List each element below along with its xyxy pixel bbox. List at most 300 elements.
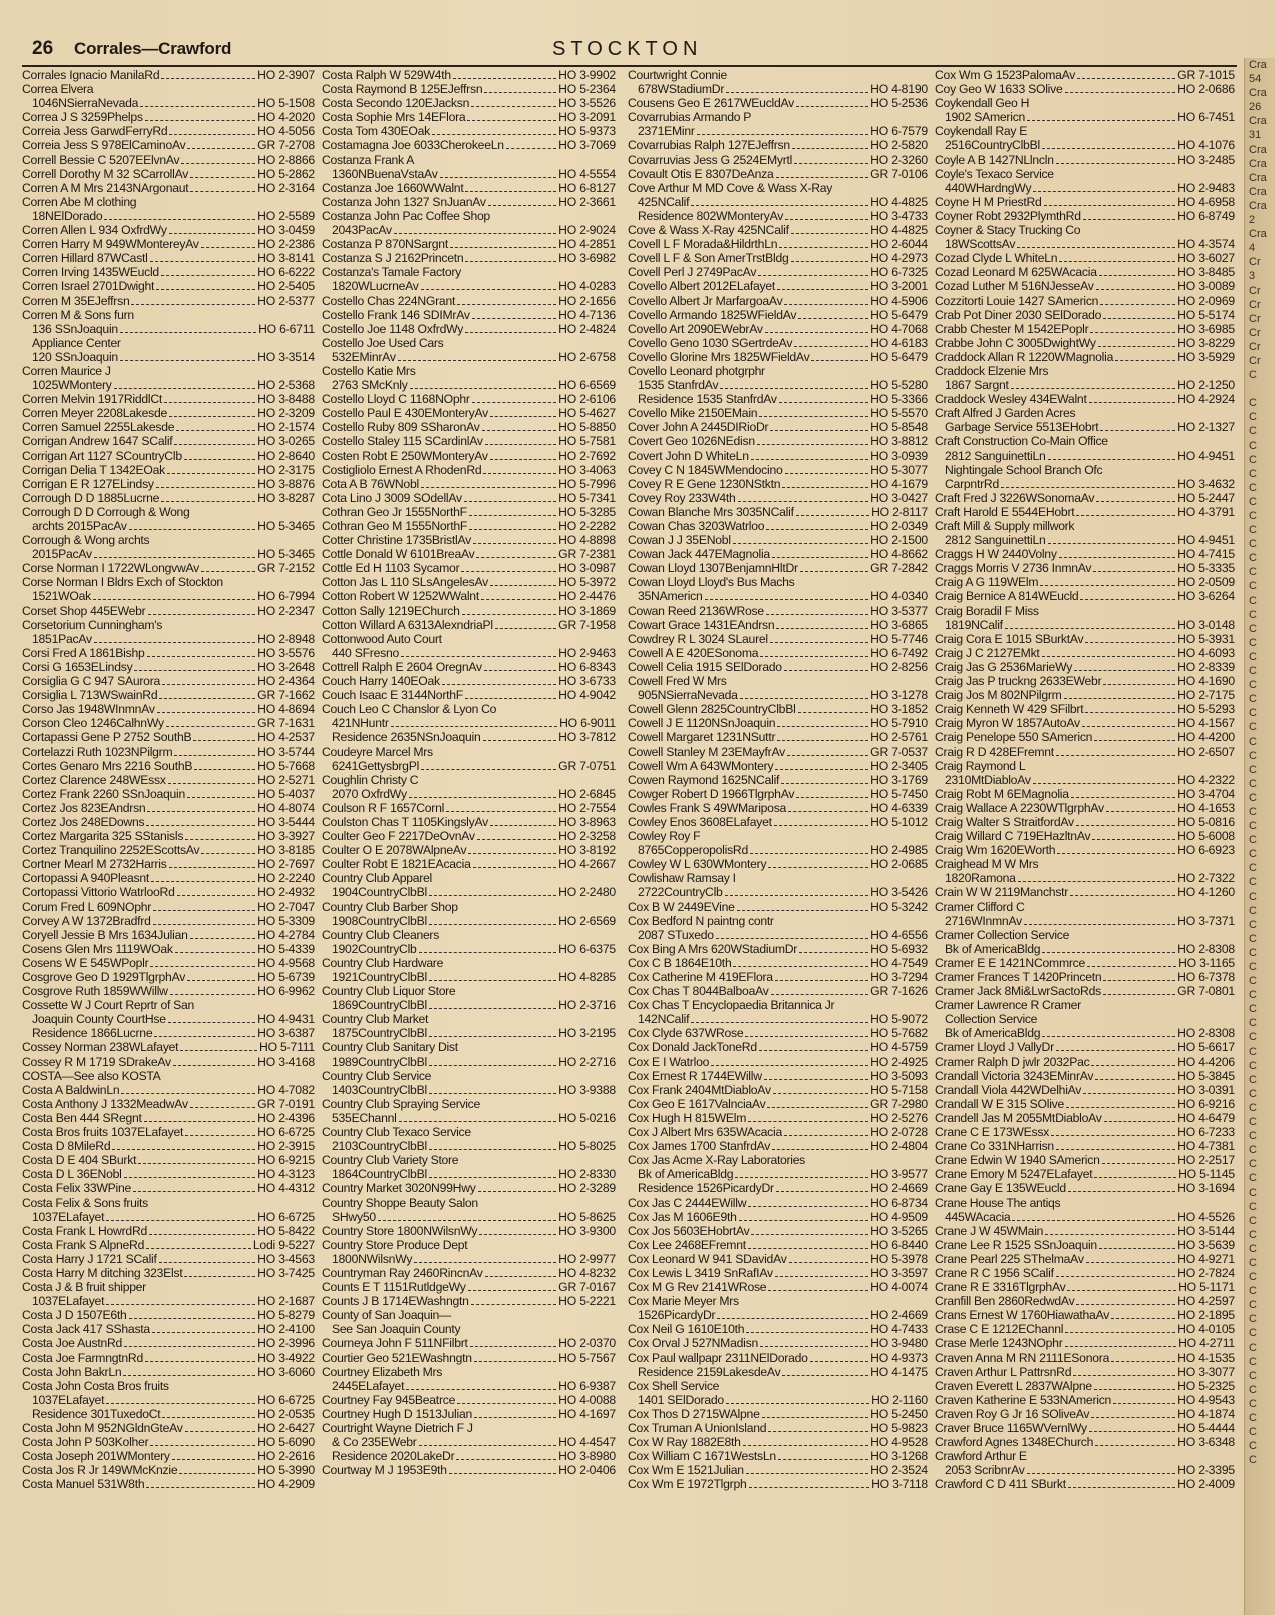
listing-name: 2722CountryClb — [638, 885, 723, 900]
leader-dashes — [798, 318, 868, 319]
listing-name: Costa Harry M ditching 323Elst — [22, 1265, 183, 1280]
edge-fragment: C — [1249, 1186, 1257, 1199]
leader-dashes — [429, 1036, 556, 1037]
listing-entry — [628, 1224, 928, 1238]
listing-entry — [22, 308, 315, 322]
listing-name: Country Club Market — [322, 1012, 429, 1027]
leader-dashes — [154, 1036, 255, 1037]
leader-dashes — [153, 910, 255, 911]
listing-entry — [322, 491, 616, 505]
phone-number: HO 2-0509 — [1177, 575, 1235, 590]
phone-number: HO 3-8229 — [1177, 335, 1235, 350]
phone-number: HO 4-7381 — [1177, 1139, 1235, 1154]
listing-name: Coyle's Texaco Service — [935, 166, 1054, 181]
listing-entry — [322, 449, 616, 463]
phone-number: HO 3-1769 — [870, 772, 928, 787]
leader-dashes — [1083, 219, 1175, 220]
phone-number: HO 4-9451 — [1177, 448, 1235, 463]
leader-dashes — [789, 1262, 869, 1263]
phone-number: HO 3-9480 — [870, 1336, 928, 1351]
phone-number: HO 3-3514 — [257, 349, 315, 364]
listing-name: Costa D 8MileRd — [22, 1139, 111, 1154]
listing-entry — [22, 181, 315, 195]
phone-number: HO 4-5906 — [870, 293, 928, 308]
listing-entry — [22, 589, 315, 603]
leader-dashes — [156, 289, 255, 290]
listing-name: Covello Albert Jr MarfargoaAv — [628, 293, 783, 308]
listing-entry — [322, 1210, 616, 1224]
listing-name: Counts J B 1714EWashngtn — [322, 1294, 469, 1309]
listing-entry — [322, 138, 616, 152]
phone-number: HO 3-7118 — [871, 1477, 928, 1492]
leader-dashes — [167, 473, 255, 474]
leader-dashes — [1074, 670, 1175, 671]
listing-entry — [935, 1294, 1235, 1308]
phone-number: HO 2-3395 — [1177, 1463, 1235, 1478]
phone-number: HO 3-8141 — [257, 251, 315, 266]
phone-number: HO 3-4063 — [558, 462, 616, 477]
leader-dashes — [782, 1375, 868, 1376]
listing-entry — [935, 759, 1235, 773]
listing-entry — [22, 674, 315, 688]
leader-dashes — [465, 698, 556, 699]
phone-number: HO 4-4825 — [870, 223, 928, 238]
leader-dashes — [159, 1262, 256, 1263]
leader-dashes — [1068, 1191, 1175, 1192]
listing-name: 18WScottsAv — [945, 237, 1016, 252]
listing-name: Corren M 35EJeffrsn — [22, 293, 130, 308]
listing-entry — [935, 646, 1235, 660]
listing-entry — [322, 815, 616, 829]
phone-number: HO 2-1327 — [1177, 420, 1235, 435]
listing-name: Cowan J J 35ENobl — [628, 533, 731, 548]
leader-dashes — [1059, 261, 1175, 262]
listing-entry — [22, 251, 315, 265]
edge-fragment: C — [1249, 862, 1257, 875]
phone-number: HO 6-7492 — [870, 645, 928, 660]
phone-number: HO 4-1475 — [870, 1364, 928, 1379]
leader-dashes — [796, 106, 868, 107]
listing-entry — [935, 505, 1235, 519]
listing-name: 2371EMinr — [638, 124, 695, 139]
listing-name: Craig Jos M 802NPilgrm — [935, 688, 1062, 703]
listing-name: Residence 1526PicardyDr — [638, 1181, 774, 1196]
phone-number: HO 4-7549 — [870, 955, 928, 970]
listing-name: Crane C E 173WEssx — [935, 1125, 1050, 1140]
listing-name: Cozad Leonard M 625WAcacia — [935, 265, 1097, 280]
leader-dashes — [410, 388, 557, 389]
leader-dashes — [201, 571, 255, 572]
leader-dashes — [768, 1290, 868, 1291]
listing-entry — [322, 871, 616, 885]
phone-number: HO 3-0148 — [1177, 617, 1235, 632]
listing-entry — [628, 1294, 928, 1308]
listing-entry — [22, 1294, 315, 1308]
leader-dashes — [705, 599, 869, 600]
phone-number: HO 5-3465 — [257, 547, 315, 562]
listing-name: Covello Leonard photgrphr — [628, 363, 765, 378]
listing-entry — [322, 420, 616, 434]
listing-entry — [935, 1097, 1235, 1111]
listing-name: Cox M G Rev 2141WRose — [628, 1280, 767, 1295]
listing-name: Craig Jas G 2536MarieWy — [935, 659, 1073, 674]
listing-entry — [935, 138, 1235, 152]
leader-dashes — [788, 811, 868, 812]
listing-entry — [22, 914, 315, 928]
listing-entry — [22, 1125, 315, 1139]
leader-dashes — [421, 769, 556, 770]
listing-entry — [628, 829, 928, 843]
listing-entry — [935, 1238, 1235, 1252]
phone-number: HO 3-8287 — [257, 490, 315, 505]
phone-number: HO 2-8640 — [257, 448, 315, 463]
listing-name: Cosgrove Ruth 1859WWillw — [22, 984, 168, 999]
listing-column-4 — [935, 68, 1235, 1491]
leader-dashes — [421, 289, 557, 290]
listing-name: Country Market 3020N99Hwy — [322, 1181, 476, 1196]
phone-number: HO 4-9543 — [1177, 1392, 1235, 1407]
leader-dashes — [468, 1290, 557, 1291]
listing-entry — [628, 956, 928, 970]
listing-entry — [22, 1252, 315, 1266]
phone-number: HO 2-9463 — [558, 645, 616, 660]
edge-fragment — [1245, 382, 1275, 396]
leader-dashes — [474, 1417, 556, 1418]
leader-dashes — [1096, 501, 1175, 502]
listing-entry — [22, 138, 315, 152]
listing-name: Cowell Margaret 1231NSuttr — [628, 730, 776, 745]
leader-dashes — [725, 895, 869, 896]
listing-name: Corvey A W 1372Bradfrd — [22, 913, 151, 928]
leader-dashes — [773, 1093, 868, 1094]
leader-dashes — [1113, 1403, 1175, 1404]
listing-entry — [628, 1449, 928, 1463]
listing-name: Costanza John 1327 SnJuanAv — [322, 194, 486, 209]
listing-entry — [628, 815, 928, 829]
listing-name: Countryman Ray 2460RincnAv — [322, 1265, 483, 1280]
listing-name: Cowley Roy F — [628, 829, 701, 844]
phone-number: HO 4-9271 — [1177, 1251, 1235, 1266]
phone-number: HO 3-1694 — [1177, 1181, 1235, 1196]
listing-entry — [22, 928, 315, 942]
listing-entry — [628, 364, 928, 378]
edge-fragment: C — [1249, 805, 1257, 818]
phone-number: HO 5-6479 — [870, 349, 928, 364]
listing-name: Cox James 1700 StanfrdAv — [628, 1139, 771, 1154]
leader-dashes — [1085, 712, 1175, 713]
listing-name: Garbage Service 5513EHobrt — [945, 420, 1099, 435]
listing-entry — [322, 364, 616, 378]
leader-dashes — [462, 614, 557, 615]
phone-number: HO 4-8232 — [558, 1265, 616, 1280]
phone-number: HO 2-8330 — [558, 1167, 616, 1182]
listing-name: Covarrubias Ralph 127EJeffrsn — [628, 138, 790, 153]
listing-entry — [22, 956, 315, 970]
phone-number: HO 2-3996 — [257, 1336, 315, 1351]
phone-number: HO 4-7433 — [870, 1322, 928, 1337]
listing-name: 1037ELafayet — [32, 1209, 105, 1224]
listing-name: Corse Norman I Bldrs Exch of Stockton — [22, 575, 223, 590]
leader-dashes — [739, 1220, 869, 1221]
listing-entry — [22, 984, 315, 998]
listing-name: Cortez Tranquilino 2252EScottsAv — [22, 843, 200, 858]
listing-name: 2812 SanguinettiLn — [945, 448, 1046, 463]
listing-entry — [322, 1421, 616, 1435]
listing-entry — [628, 928, 928, 942]
listing-entry — [322, 322, 616, 336]
listing-name: Cox Orval J 527NMadisn — [628, 1336, 758, 1351]
listing-name: Cowan Reed 2136WRose — [628, 603, 764, 618]
listing-name: Costamagna Joe 6033CherokeeLn — [322, 138, 504, 153]
listing-name: Cossey Norman 238WLafayet — [22, 1040, 179, 1055]
phone-number: HO 2-3716 — [558, 998, 616, 1013]
listing-name: Cox Jas Acme X-Ray Laboratories — [628, 1153, 805, 1168]
listing-entry — [22, 885, 315, 899]
listing-name: Country Club Barber Shop — [322, 899, 458, 914]
phone-number: HO 4-3574 — [1177, 237, 1235, 252]
listing-entry — [935, 124, 1235, 138]
leader-dashes — [697, 134, 868, 135]
edge-fragment: 4 — [1249, 242, 1256, 255]
leader-dashes — [391, 726, 557, 727]
phone-number: HO 2-4364 — [257, 674, 315, 689]
leader-dashes — [465, 261, 556, 262]
leader-dashes — [187, 980, 255, 981]
leader-dashes — [471, 1304, 557, 1305]
leader-dashes — [787, 755, 868, 756]
phone-number: HO 6-7994 — [257, 589, 315, 604]
leader-dashes — [153, 924, 256, 925]
listing-entry — [628, 618, 928, 632]
listing-entry — [322, 1435, 616, 1449]
listing-entry — [628, 1153, 928, 1167]
listing-entry — [22, 1351, 315, 1365]
leader-dashes — [170, 994, 255, 995]
listing-entry — [628, 632, 928, 646]
phone-number: HO 4-2020 — [257, 110, 315, 125]
phone-number: HO 2-0406 — [558, 1463, 616, 1478]
leader-dashes — [481, 599, 556, 600]
leader-dashes — [483, 740, 557, 741]
phone-number: HO 4-3791 — [1177, 504, 1235, 519]
leader-dashes — [446, 811, 556, 812]
listing-name: Craig Wallace A 2230WTlgrphAv — [935, 800, 1104, 815]
leader-dashes — [147, 656, 256, 657]
listing-name: Country Club Spraying Service — [322, 1096, 480, 1111]
leader-dashes — [465, 191, 556, 192]
listing-name: 1869CountryClbBl — [332, 998, 427, 1013]
phone-number: HO 3-6060 — [257, 1364, 315, 1379]
leader-dashes — [168, 783, 255, 784]
leader-dashes — [1056, 163, 1175, 164]
listing-name: Cortez Jos 823EAndrsn — [22, 800, 146, 815]
listing-entry — [22, 1181, 315, 1195]
edge-fragment: Cra — [1249, 59, 1267, 71]
leader-dashes — [172, 1459, 255, 1460]
leader-dashes — [1087, 966, 1176, 967]
phone-number: HO 3-0427 — [870, 490, 928, 505]
listing-name: Cowan Blanche Mrs 3035NCalif — [628, 504, 794, 519]
edge-fragment: C — [1249, 650, 1257, 663]
listing-name: Couch Harry 140EOak — [322, 674, 440, 689]
listing-name: Corren Israel 2701Dwight — [22, 279, 155, 294]
phone-number: HO 5-4037 — [257, 786, 315, 801]
phone-number: HO 6-9216 — [1177, 1096, 1235, 1111]
listing-name: Cox Thos D 2715WAlpne — [628, 1406, 760, 1421]
leader-dashes — [94, 642, 255, 643]
phone-number: HO 2-3175 — [257, 462, 315, 477]
listing-name: Country Store 1800NWilsnWy — [322, 1223, 478, 1238]
listing-name: Costello Joe 1148 OxfrdWy — [322, 321, 464, 336]
listing-name: Corrigan Art 1127 SCountryClb — [22, 448, 182, 463]
listing-entry — [22, 336, 315, 350]
leader-dashes — [785, 473, 869, 474]
listing-name: Cox Leonard W 941 SDavidAv — [628, 1251, 787, 1266]
listing-name: Cowell Fred W Mrs — [628, 674, 727, 689]
listing-entry — [22, 604, 315, 618]
leader-dashes — [133, 1191, 255, 1192]
listing-name: 535EChannl — [332, 1110, 397, 1125]
phone-number: GR 7-2381 — [558, 547, 616, 562]
listing-entry — [22, 618, 315, 632]
leader-dashes — [1106, 811, 1175, 812]
phone-number: HO 4-7136 — [558, 307, 616, 322]
listing-entry — [628, 1026, 928, 1040]
edge-fragment: C — [1249, 791, 1257, 804]
listing-name: Costa Frank S AlpneRd — [22, 1237, 145, 1252]
listing-name: Cowell A E 420ESonoma — [628, 645, 759, 660]
listing-entry — [322, 575, 616, 589]
leader-dashes — [794, 346, 868, 347]
leader-dashes — [1086, 1262, 1176, 1263]
listing-entry — [935, 1153, 1235, 1167]
listing-name: Corren A M Mrs 2143NArgonaut — [22, 180, 189, 195]
listing-name: Covault Otis E 8307DeAnza — [628, 166, 774, 181]
listing-name: Costigliolo Ernest A RhodenRd — [322, 462, 482, 477]
phone-number: HO 4-5759 — [870, 1040, 928, 1055]
phone-number: HO 3-5093 — [870, 1068, 928, 1083]
leader-dashes — [419, 952, 557, 953]
leader-dashes — [779, 247, 868, 248]
listing-entry — [22, 519, 315, 533]
phone-number: HO 6-6725 — [257, 1209, 315, 1224]
phone-number: HO 4-1076 — [1177, 138, 1235, 153]
listing-entry — [935, 181, 1235, 195]
leader-dashes — [93, 599, 255, 600]
leader-dashes — [791, 233, 868, 234]
phone-number: HO 2-0370 — [558, 1336, 616, 1351]
listing-name: Cortez Margarita 325 SStanisls — [22, 829, 184, 844]
leader-dashes — [760, 656, 868, 657]
leader-dashes — [1027, 1473, 1176, 1474]
phone-number: HO 6-6725 — [257, 1392, 315, 1407]
edge-fragment: Cra — [1249, 228, 1267, 241]
edge-fragment: C — [1249, 679, 1257, 692]
leader-dashes — [737, 910, 869, 911]
listing-name: Costello Staley 115 SCardinlAv — [322, 434, 483, 449]
listing-entry — [22, 1055, 315, 1069]
listing-entry — [935, 1280, 1235, 1294]
listing-name: Residence 301TuxedoCt — [32, 1406, 161, 1421]
listing-entry — [935, 378, 1235, 392]
listing-entry — [628, 124, 928, 138]
listing-name: Costello Ruby 809 SSharonAv — [322, 420, 480, 435]
phone-number: HO 5-6090 — [257, 1435, 315, 1450]
listing-name: 1902CountryClb — [332, 941, 417, 956]
listing-entry — [322, 1055, 616, 1069]
leader-dashes — [201, 247, 255, 248]
phone-number: HO 2-0535 — [257, 1406, 315, 1421]
leader-dashes — [476, 557, 556, 558]
edge-fragment: C — [1249, 495, 1257, 508]
listing-entry — [628, 575, 928, 589]
leader-dashes — [495, 628, 556, 629]
phone-number: HO 2-8256 — [870, 659, 928, 674]
phone-number: HO 5-3335 — [1177, 561, 1235, 576]
leader-dashes — [1093, 571, 1175, 572]
listing-name: Cottrell Ralph E 2604 OregnAv — [322, 659, 482, 674]
listing-name: 2716WInmnAv — [945, 913, 1022, 928]
listing-entry — [935, 1069, 1235, 1083]
listing-entry — [935, 195, 1235, 209]
listing-entry — [935, 1477, 1235, 1491]
listing-entry — [322, 1026, 616, 1040]
listing-entry — [628, 195, 928, 209]
edge-fragment: 2 — [1249, 214, 1256, 227]
listing-entry — [322, 533, 616, 547]
listing-entry — [628, 110, 928, 124]
phone-number: HO 5-2221 — [558, 1294, 616, 1309]
phone-number: HO 3-5426 — [870, 885, 928, 900]
listing-entry — [935, 688, 1235, 702]
phone-number: HO 2-4669 — [870, 1308, 928, 1323]
leader-dashes — [1040, 585, 1175, 586]
listing-name: Cowley W L 630WMontery — [628, 857, 767, 872]
leader-dashes — [1099, 1248, 1175, 1249]
listing-name: Cox E I Watrloo — [628, 1054, 710, 1069]
leader-dashes — [767, 1107, 868, 1108]
listing-name: Cortez Clarence 248WEssx — [22, 772, 166, 787]
listing-name: 2310MtDiabloAv — [945, 772, 1031, 787]
phone-number: HO 2-6106 — [558, 392, 616, 407]
edge-fragment: C — [1249, 665, 1257, 678]
phone-number: GR 7-2708 — [257, 138, 315, 153]
leader-dashes — [429, 924, 556, 925]
phone-number: HO 3-7294 — [870, 970, 928, 984]
leader-dashes — [1048, 459, 1176, 460]
leader-dashes — [473, 543, 556, 544]
listing-entry — [628, 914, 928, 928]
listing-name: Correia Jess GarwdFerryRd — [22, 124, 168, 139]
leader-dashes — [152, 1332, 255, 1333]
leader-dashes — [1065, 1332, 1175, 1333]
phone-number: GR 7-0167 — [558, 1280, 616, 1295]
leader-dashes — [177, 895, 256, 896]
listing-name: Courtright Wayne Dietrich F J — [322, 1421, 473, 1435]
listing-name: Costa Frank L HowrdRd — [22, 1223, 148, 1238]
edge-fragment: C — [1249, 1101, 1257, 1114]
listing-entry — [322, 1012, 616, 1026]
phone-number: HO 2-6507 — [1177, 744, 1235, 759]
edge-fragment: C — [1249, 1412, 1257, 1424]
listing-name: Covello Armando 1825WFieldAv — [628, 307, 797, 322]
listing-name: 440WHardngWy — [945, 180, 1032, 195]
edge-fragment: C — [1249, 932, 1257, 945]
leader-dashes — [746, 1332, 868, 1333]
edge-fragment: C — [1249, 1214, 1257, 1227]
listing-entry — [628, 1351, 928, 1365]
listing-name: 2087 STuxedo — [638, 927, 714, 942]
